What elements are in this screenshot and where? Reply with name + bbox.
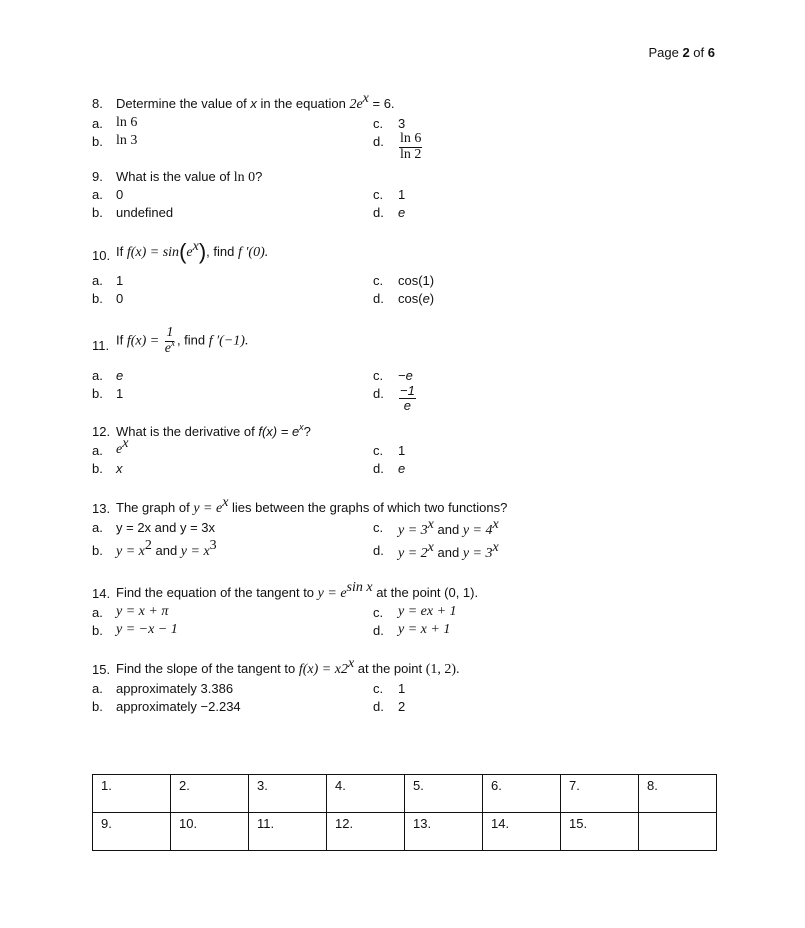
choice-b: 0 [116, 291, 124, 306]
question-text: What is the value of ln 0? [116, 169, 263, 185]
choice-label: b. [92, 623, 103, 638]
answer-grid [92, 774, 717, 851]
choice-a: 1 [116, 273, 124, 288]
choice-label: d. [373, 543, 384, 558]
answer-cell[interactable]: 4. [327, 775, 405, 813]
choice-a: y = x + π [116, 604, 169, 619]
choice-a: y = 2x and y = 3x [116, 520, 216, 535]
choice-a: $e^x$ [116, 436, 129, 457]
choice-label: b. [92, 134, 103, 149]
choice-b: 1 [116, 386, 124, 401]
choice-label: b. [92, 205, 103, 220]
choice-label: a. [92, 116, 103, 131]
answer-cell[interactable]: 10. [171, 813, 249, 851]
answer-cell[interactable]: 12. [327, 813, 405, 851]
choice-b: $y = x^2$ and $y = x^3$ [116, 538, 217, 559]
choice-label: d. [373, 461, 384, 476]
choice-label: d. [373, 134, 384, 149]
choice-label: b. [92, 699, 103, 714]
choice-label: a. [92, 605, 103, 620]
answer-cell[interactable]: 3. [249, 775, 327, 813]
answer-cell[interactable]: 6. [483, 775, 561, 813]
choice-a: approximately 3.386 [116, 681, 234, 696]
choice-d: e [398, 461, 406, 476]
choice-label: b. [92, 386, 103, 401]
choice-label: d. [373, 623, 384, 638]
choice-label: c. [373, 273, 384, 288]
choice-label: b. [92, 461, 103, 476]
answer-grid-row [93, 775, 717, 813]
choice-b: undefined [116, 205, 174, 220]
choice-label: a. [92, 273, 103, 288]
answer-cell[interactable]: 15. [561, 813, 639, 851]
choice-c: 1 [398, 443, 406, 458]
answer-cell[interactable]: 7. [561, 775, 639, 813]
answer-cell[interactable]: 13. [405, 813, 483, 851]
question-number: 8. [92, 96, 103, 111]
choice-label: a. [92, 443, 103, 458]
choice-label: c. [373, 368, 384, 383]
page-number: Page 2 of 6 [648, 45, 715, 60]
choice-c: 3 [398, 116, 406, 131]
answer-cell[interactable]: 9. [93, 813, 171, 851]
choice-d: 2 [398, 699, 406, 714]
choice-c: $y = 3^x$ and $y = 4^x$ [398, 517, 499, 538]
answer-cell[interactable]: 1. [93, 775, 171, 813]
choice-d: $\frac{-1}{e}$ [400, 383, 415, 413]
choice-b: ln 3 [116, 133, 138, 148]
choice-b: y = −x − 1 [116, 622, 178, 637]
question-number: 11. [92, 338, 110, 353]
choice-label: b. [92, 291, 103, 306]
answer-cell[interactable]: 8. [639, 775, 717, 813]
question-number: 9. [92, 169, 103, 184]
question-text: Determine the value of x in the equation $2e^x = 6$. [116, 91, 395, 112]
choice-a: 0 [116, 187, 124, 202]
choice-label: a. [92, 368, 103, 383]
answer-cell[interactable] [639, 813, 717, 851]
choice-label: d. [373, 386, 384, 401]
question-number: 15. [92, 662, 111, 677]
choice-label: b. [92, 543, 103, 558]
choice-d: cos(e) [398, 291, 435, 306]
choice-a: ln 6 [116, 115, 138, 130]
question-text: If f(x) = $\frac{1}{e^x}$ , find f ′(−1). [116, 325, 249, 356]
question-number: 13. [92, 501, 111, 516]
choice-c: 1 [398, 681, 406, 696]
answer-cell[interactable]: 11. [249, 813, 327, 851]
choice-label: c. [373, 520, 384, 535]
answer-cell[interactable]: 5. [405, 775, 483, 813]
choice-b: x [116, 461, 123, 476]
choice-label: c. [373, 443, 384, 458]
question-text: If $f(x) = \sin(e^x)$, find f ′(0). [116, 239, 269, 264]
question-number: 14. [92, 586, 111, 601]
choice-c: y = ex + 1 [398, 604, 457, 619]
choice-label: c. [373, 605, 384, 620]
choice-c: −e [398, 368, 413, 383]
answer-cell[interactable]: 2. [171, 775, 249, 813]
answer-cell[interactable]: 14. [483, 813, 561, 851]
question-number: 12. [92, 424, 111, 439]
choice-label: d. [373, 699, 384, 714]
choice-a: e [116, 368, 124, 383]
choice-label: c. [373, 116, 384, 131]
choice-c: cos(1) [398, 273, 435, 288]
answer-grid-row [93, 813, 717, 851]
choice-label: a. [92, 520, 103, 535]
question-text: What is the derivative of $f(x) = e^x$? [116, 422, 311, 439]
choice-label: c. [373, 681, 384, 696]
choice-d: $\frac{\ln 6}{\ln 2}$ [400, 131, 422, 162]
question-text: The graph of $y = e^x$ lies between the graphs of which two functions? [116, 495, 508, 516]
choice-d: y = x + 1 [398, 622, 451, 637]
question-text: Find the slope of the tangent to $f(x) = x2^x$ at the point (1, 2). [116, 656, 460, 677]
choice-b: approximately −2.234 [116, 699, 241, 714]
choice-label: c. [373, 187, 384, 202]
choice-label: d. [373, 205, 384, 220]
choice-label: a. [92, 681, 103, 696]
choice-label: d. [373, 291, 384, 306]
question-text: Find the equation of the tangent to $y = e^{sin x}$ at the point (0, 1). [116, 580, 479, 601]
question-number: 10. [92, 248, 111, 263]
choice-d: e [398, 205, 406, 220]
choice-label: a. [92, 187, 103, 202]
choice-c: 1 [398, 187, 406, 202]
choice-d: $y = 2^x$ and $y = 3^x$ [398, 540, 499, 561]
